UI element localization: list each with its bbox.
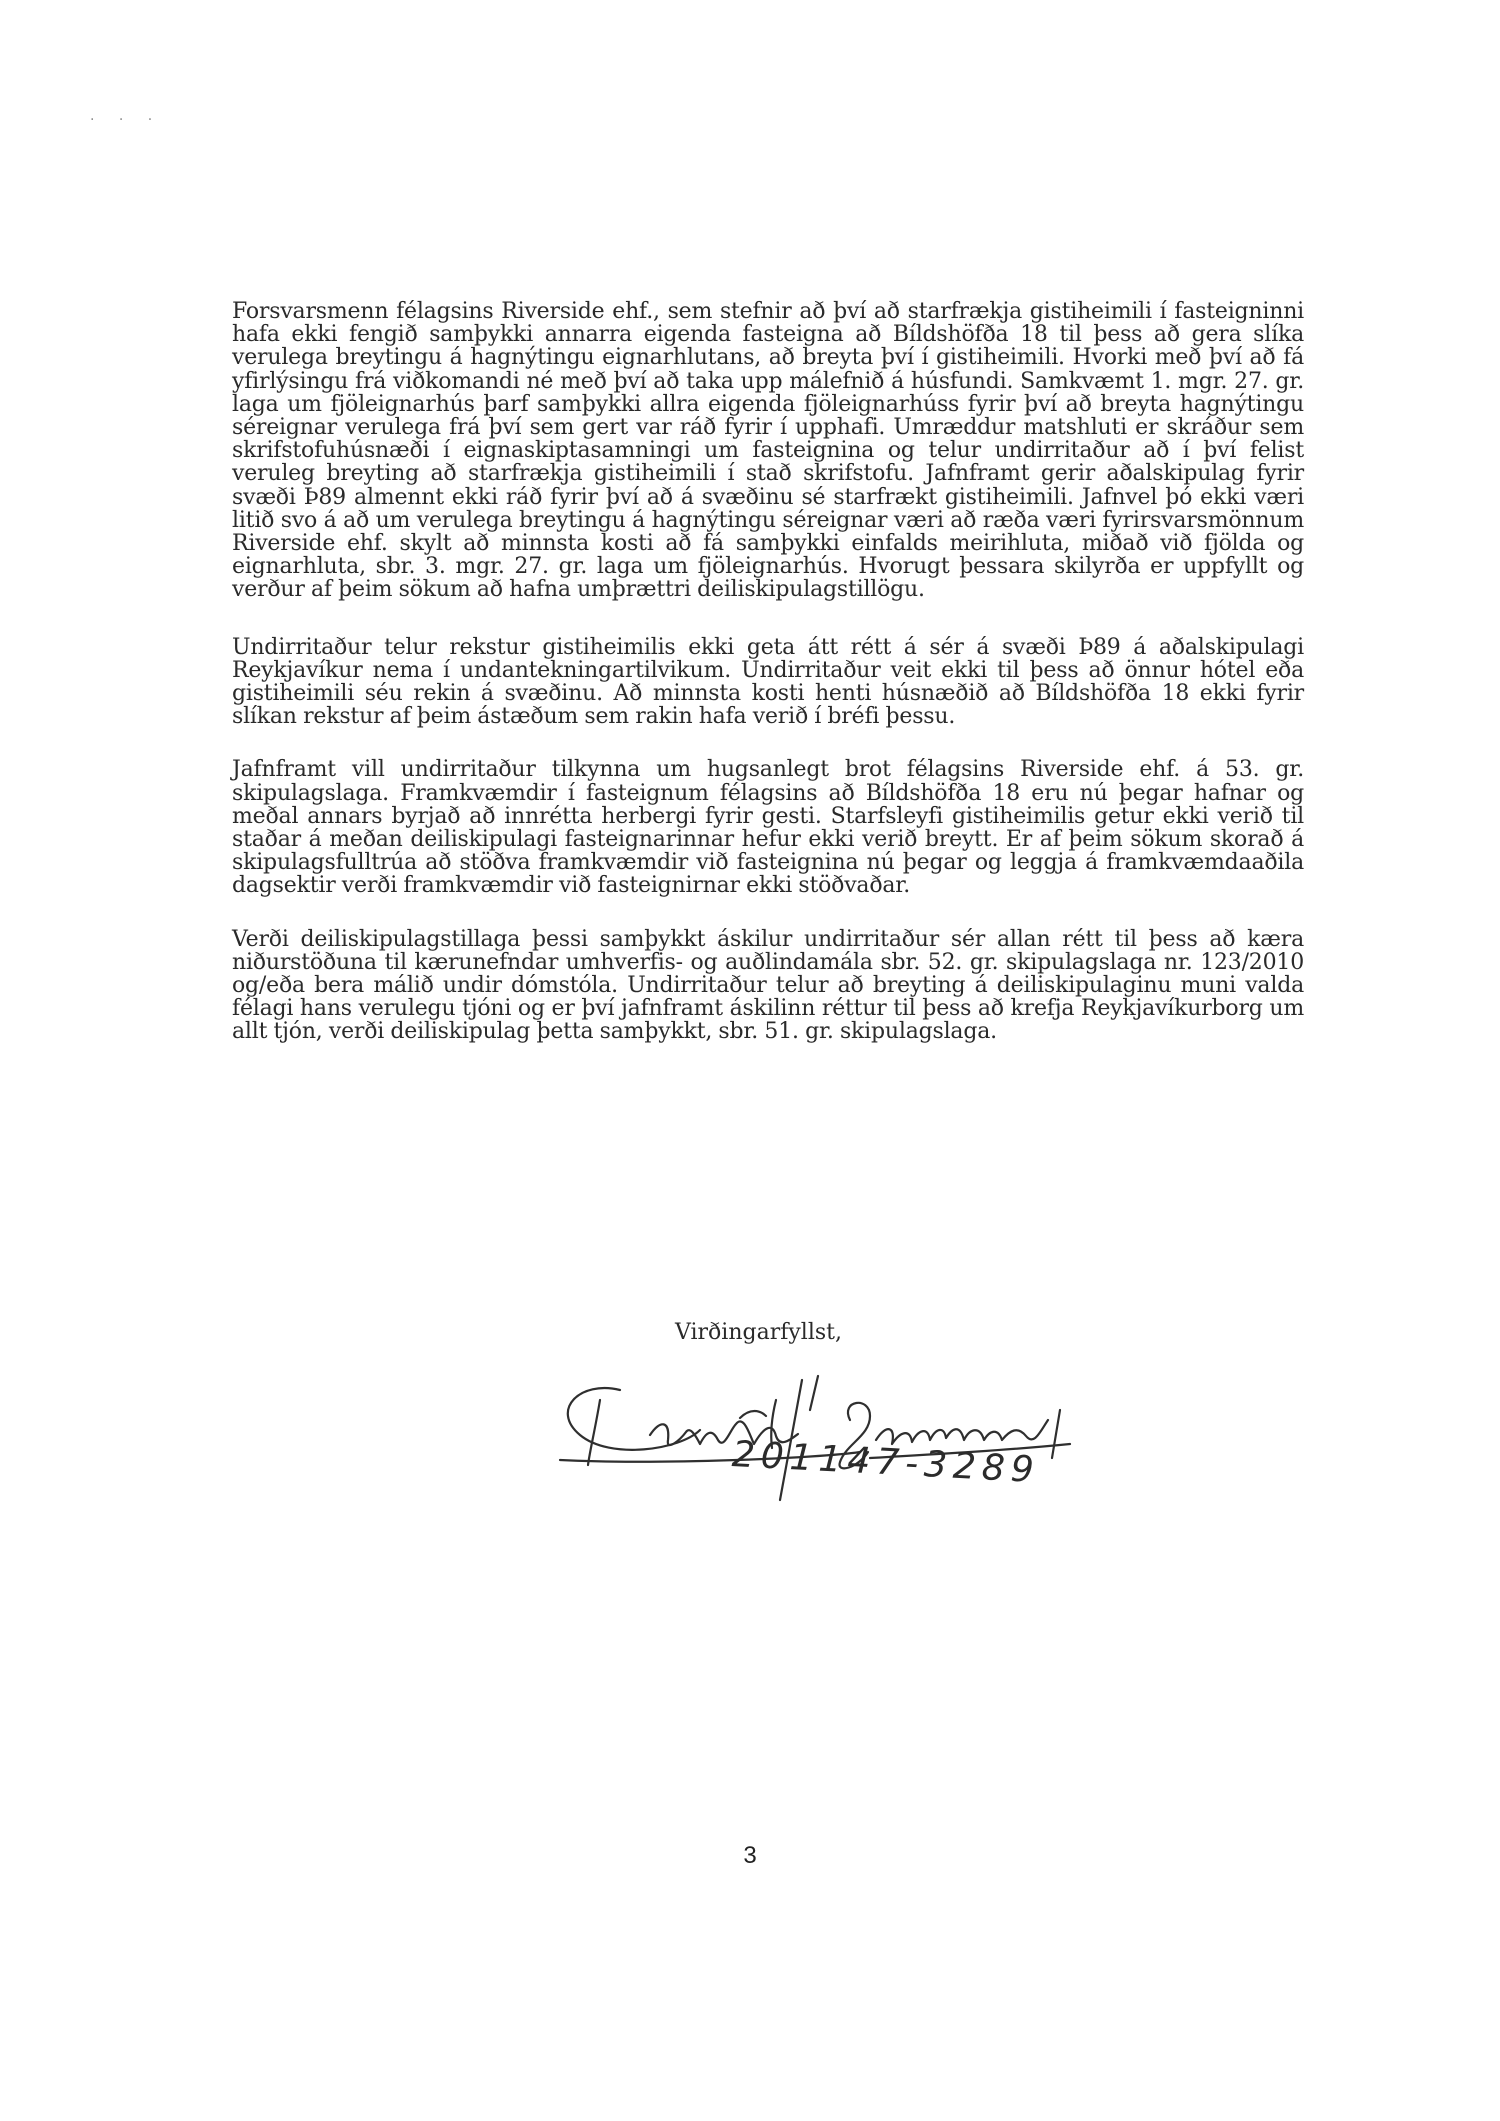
paragraph-reservation-of-rights: Verði deiliskipulagstillaga þessi samþykkt áskilur undirritaður sér allan rétt til þess að kæra niðurstöðuna til kærunefndar umhverfis- og auðlindamála sbr. 52. gr. skipulagslaga nr. 123/2010 og/eða bera málið undir dómstóla. Undirritaður telur að breyting á deiliskipulaginu muni valda félagi hans verulegu tjóni og er því jafnframt áskilinn réttur til þess að krefja Reykjavíkurborg um allt tjón, verði deiliskipulag þetta samþykkt, sbr. 51. gr. skipulagslaga. xyxy=(232,926,1304,1045)
handwritten-id-number: 201147-3289 xyxy=(730,1434,1041,1492)
paragraph-zoning-area: Undirritaður telur rekstur gistiheimilis ekki geta átt rétt á sér á svæði Þ89 á aðalskipulagi Reykjavíkur nema í undantekningartilvikum. Undirritaður veit ekki til þess að önnur hótel eða gistiheimili séu rekin á svæðinu. Að minnsta kosti henti húsnæðið að Bíldshöfða 18 ekki fyrir slíkan rekstur af þeim ástæðum sem rakin hafa verið í bréfi þessu. xyxy=(232,634,1304,730)
page-number: 3 xyxy=(743,1842,757,1869)
paragraph-ownership-consent: Forsvarsmenn félagsins Riverside ehf., sem stefnir að því að starfrækja gistiheimili í fasteigninni hafa ekki fengið samþykki annarra eigenda fasteigna að Bíldshöfða 18 til þess að gera slíka verulega breytingu á hagnýtingu eignarhlutans, að breyta því í gistiheimili. Hvorki með því að fá yfirlýsingu frá viðkomandi né með því að taka upp málefnið á húsfundi. Samkvæmt 1. mgr. 27. gr. laga um fjöleignarhús þarf samþykki allra eigenda fjöleignarhúss fyrir því að breyta hagnýtingu séreignar verulega frá því sem gert var ráð fyrir í upphafi. Umræddur matshluti er skráður sem skrifstofuhúsnæði í eignaskiptasamningi um fasteignina og telur undirritaður að í því felist veruleg breyting að starfrækja gistiheimili í stað skrifstofu. Jafnframt gerir aðalskipulag fyrir svæði Þ89 almennt ekki ráð fyrir því að á svæðinu sé starfrækt gistiheimili. Jafnvel þó ekki væri litið svo á að um verulega breytingu á hagnýtingu séreignar væri að ræða væri fyrirsvarsmönnum Riverside ehf. skylt að minnsta kosti að fá samþykki einfalds meirihluta, miðað við fjölda og eignarhluta, sbr. 3. mgr. 27. gr. laga um fjöleignarhús. Hvorugt þessara skilyrða er uppfyllt og verður af þeim sökum að hafna umþrættri deiliskipulagstillögu. xyxy=(232,299,1304,603)
scan-artifact-dots: . . . xyxy=(90,108,163,124)
closing-salutation: Virðingarfyllst, xyxy=(675,1320,842,1345)
paragraph-planning-violation: Jafnframt vill undirritaður tilkynna um hugsanlegt brot félagsins Riverside ehf. á 53. gr. skipulagslaga. Framkvæmdir í fasteignum félagsins að Bíldshöfða 18 eru nú þegar hafnar og meðal annars byrjað að innrétta herbergi fyrir gesti. Starfsleyfi gistiheimilis getur ekki verið til staðar á meðan deiliskipulagi fasteignarinnar hefur ekki verið breytt. Er af þeim sökum skorað á skipulagsfulltrúa að stöðva framkvæmdir við fasteignina nú þegar og leggja á framkvæmdaaðila dagsektir verði framkvæmdir við fasteignirnar ekki stöðvaðar. xyxy=(232,757,1304,899)
letter-body xyxy=(232,300,1304,1074)
